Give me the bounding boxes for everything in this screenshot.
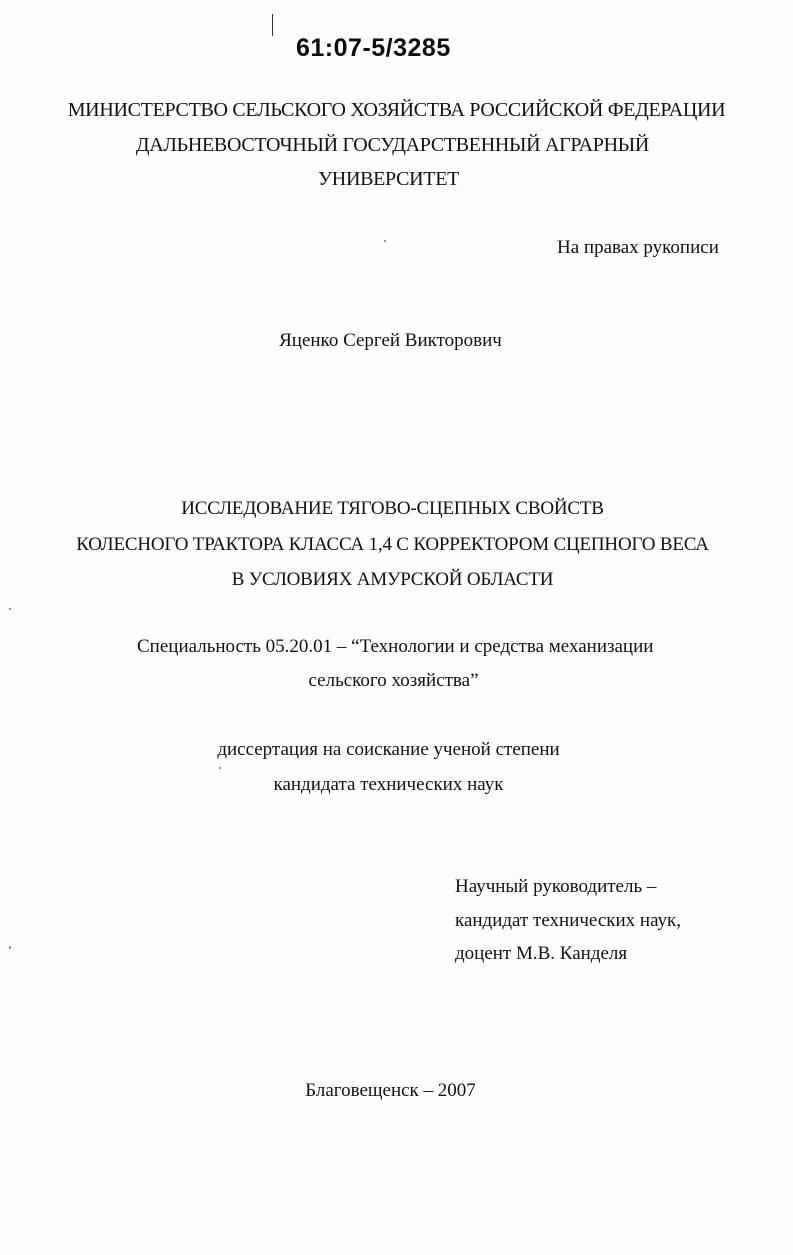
scan-speck [9,946,11,949]
supervisor-line-2: кандидат технических наук, [455,910,682,931]
institution-line-1: МИНИСТЕРСТВО СЕЛЬСКОГО ХОЗЯЙСТВА РОССИЙСКОЙ ФЕДЕРАЦИИ [67,99,726,121]
institution-line-3: УНИВЕРСИТЕТ [317,168,460,190]
specialty-line-2: сельского хозяйства” [308,670,479,691]
degree-line-1: диссертация на соискание ученой степени [217,739,560,760]
institution-line-2: ДАЛЬНЕВОСТОЧНЫЙ ГОСУДАРСТВЕННЫЙ АГРАРНЫЙ [135,134,650,156]
title-line-2: КОЛЕСНОГО ТРАКТОРА КЛАССА 1,4 С КОРРЕКТОРОМ СЦЕПНОГО ВЕСА [76,534,709,555]
archive-code: 61:07-5/3285 [296,34,451,62]
degree-line-2: кандидата технических наук [273,774,504,795]
scan-speck [384,240,386,242]
scan-speck [9,608,11,610]
scan-mark [272,14,273,36]
title-line-3: В УСЛОВИЯХ АМУРСКОЙ ОБЛАСТИ [231,569,554,590]
title-line-1: ИССЛЕДОВАНИЕ ТЯГОВО-СЦЕПНЫХ СВОЙСТВ [181,498,604,519]
author-name: Яценко Сергей Викторович [279,330,502,351]
supervisor-line-3: доцент М.В. Канделя [455,943,628,964]
place-year: Благовещенск – 2007 [305,1080,476,1101]
manuscript-note: На правах рукописи [557,237,719,258]
scan-speck [219,767,221,769]
supervisor-line-1: Научный руководитель – [455,876,657,897]
specialty-line-1: Специальность 05.20.01 – “Технологии и средства механизации [137,636,654,657]
